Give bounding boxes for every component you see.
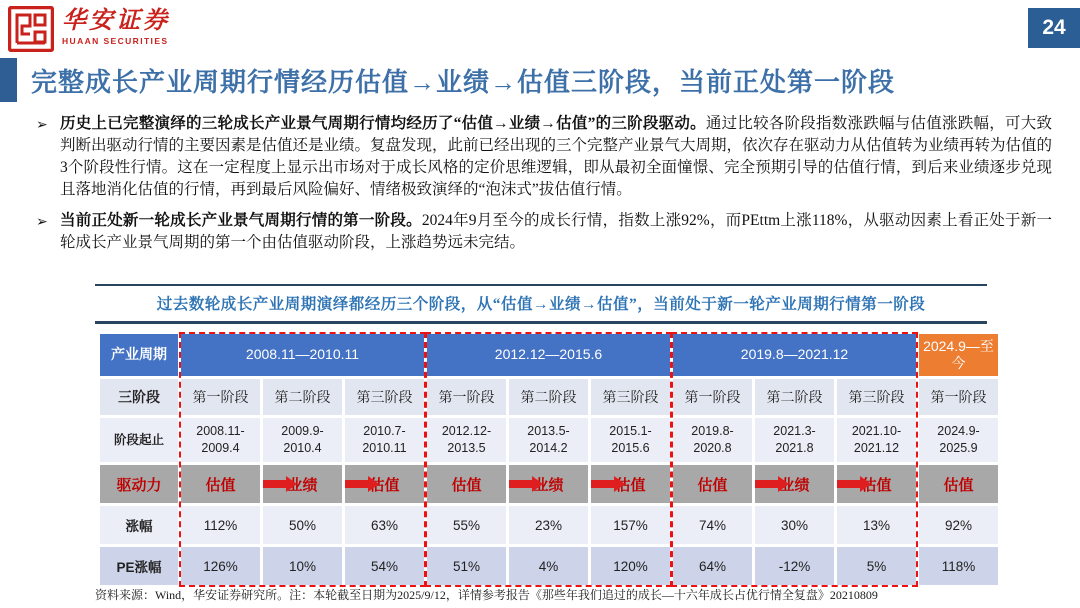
title-accent-bar [0, 58, 17, 102]
driver-cell-2-3: 估值 [591, 465, 670, 503]
stage-cell-4-1: 第一阶段 [919, 379, 998, 415]
row-label-period: 产业周期 [100, 334, 178, 376]
pe-cell-2-1: 51% [427, 547, 506, 585]
range-cell-2-3: 2015.1- 2015.6 [591, 418, 670, 462]
pe-cell-1-1: 126% [181, 547, 260, 585]
driver-cell-2-2: 业绩 [509, 465, 588, 503]
rise-cell-4-1: 92% [919, 506, 998, 544]
range-cell-3-1: 2019.8- 2020.8 [673, 418, 752, 462]
driver-cell-3-2: 业绩 [755, 465, 834, 503]
row-label-range: 阶段起止 [100, 418, 178, 462]
page-number-badge: 24 [1028, 8, 1080, 48]
source-note: 资料来源：Wind，华安证券研究所。注：本轮截至日期为2025/9/12，详情参考报告《那些年我们追过的成长—十六年成长占优行情全复盘》20210809 [95, 588, 878, 602]
red-arrow-icon [509, 480, 533, 488]
pe-cell-4-1: 118% [919, 547, 998, 585]
rise-cell-1-1: 112% [181, 506, 260, 544]
period-header-4: 2024.9—至今 [919, 334, 998, 376]
cycles-table-wrap [100, 334, 998, 585]
stage-cell-1-1: 第一阶段 [181, 379, 260, 415]
period-header-1: 2008.11—2010.11 [181, 334, 424, 376]
bullet-2-rest: 2024年9月至今的成长行情，指数上涨92%，而PEttm上涨118%，从驱动因素上看正处于新一轮成长产业景气周期的第一个由估值驱动阶段，上涨趋势远未完结。 [60, 212, 1052, 251]
stage-cell-3-3: 第三阶段 [837, 379, 916, 415]
red-arrow-icon [591, 480, 615, 488]
rise-cell-3-3: 13% [837, 506, 916, 544]
rise-cell-2-2: 23% [509, 506, 588, 544]
bullet-1-lead: 历史上已完整演绎的三轮成长产业景气周期行情均经历了“估值→业绩→估值”的三阶段驱动。 [60, 115, 706, 132]
bullet-1-rest: 通过比较各阶段指数涨跌幅与估值涨跌幅，可大致判断出驱动行情的主要因素是估值还是业绩。复盘发现，此前已经出现的三个完整产业景气大周期，依次存在驱动力从估值转为业绩再转为估值的3个阶段性行情。这在一定程度上显示出市场对于成长风格的定价思维逻辑，即从最初全面憧憬、完全预期引导的估值行情，到后来业绩逐步兑现且落地消化估值的行情，再到最后风险偏好、情绪极致演绎的“泡沫式”拔估值行情。 [60, 115, 1053, 198]
arrow-bullet-icon: ➢ [36, 214, 48, 230]
red-arrow-icon [263, 480, 287, 488]
stage-cell-1-2: 第二阶段 [263, 379, 342, 415]
range-cell-4-1: 2024.9- 2025.9 [919, 418, 998, 462]
rise-cell-2-1: 55% [427, 506, 506, 544]
driver-cell-3-3: 估值 [837, 465, 916, 503]
bullet-item-2 [36, 210, 1052, 254]
row-label-stage: 三阶段 [100, 379, 178, 415]
rise-cell-3-1: 74% [673, 506, 752, 544]
pe-cell-3-1: 64% [673, 547, 752, 585]
pe-cell-1-2: 10% [263, 547, 342, 585]
brand-name-cn: 华安证券 [62, 8, 170, 34]
arrow-bullet-icon: ➢ [36, 117, 48, 133]
red-arrow-icon [755, 480, 779, 488]
stage-cell-2-3: 第三阶段 [591, 379, 670, 415]
stage-cell-2-2: 第二阶段 [509, 379, 588, 415]
row-label-driver: 驱动力 [100, 465, 178, 503]
period-header-2: 2012.12—2015.6 [427, 334, 670, 376]
pe-cell-1-3: 54% [345, 547, 424, 585]
pe-cell-3-3: 5% [837, 547, 916, 585]
red-arrow-icon [345, 480, 369, 488]
cycles-table [100, 334, 998, 585]
driver-cell-1-3: 估值 [345, 465, 424, 503]
range-cell-2-2: 2013.5- 2014.2 [509, 418, 588, 462]
bullet-list [36, 113, 1052, 254]
row-label-pe: PE涨幅 [100, 547, 178, 585]
range-cell-3-2: 2021.3- 2021.8 [755, 418, 834, 462]
huaan-logo-icon [8, 6, 54, 57]
rise-cell-2-3: 157% [591, 506, 670, 544]
pe-cell-3-2: -12% [755, 547, 834, 585]
rise-cell-3-2: 30% [755, 506, 834, 544]
driver-cell-2-1: 估值 [427, 465, 506, 503]
range-cell-1-2: 2009.9- 2010.4 [263, 418, 342, 462]
rise-cell-1-2: 50% [263, 506, 342, 544]
rise-cell-1-3: 63% [345, 506, 424, 544]
range-cell-1-1: 2008.11- 2009.4 [181, 418, 260, 462]
range-cell-2-1: 2012.12- 2013.5 [427, 418, 506, 462]
driver-cell-3-1: 估值 [673, 465, 752, 503]
stage-cell-2-1: 第一阶段 [427, 379, 506, 415]
figure-block [95, 284, 987, 324]
driver-cell-4-1: 估值 [919, 465, 998, 503]
pe-cell-2-2: 4% [509, 547, 588, 585]
driver-cell-1-1: 估值 [181, 465, 260, 503]
stage-cell-3-2: 第二阶段 [755, 379, 834, 415]
brand-logo [8, 6, 170, 57]
bullet-item-1 [36, 113, 1052, 201]
driver-cell-1-2: 业绩 [263, 465, 342, 503]
brand-name-en: HUAAN SECURITIES [62, 36, 169, 47]
stage-cell-3-1: 第一阶段 [673, 379, 752, 415]
caption-rule-bottom [95, 321, 987, 324]
page-title: 完整成长产业周期行情经历估值→业绩→估值三阶段，当前正处第一阶段 [31, 67, 896, 97]
pe-cell-2-3: 120% [591, 547, 670, 585]
red-arrow-icon [837, 480, 861, 488]
row-label-rise: 涨幅 [100, 506, 178, 544]
period-header-3: 2019.8—2021.12 [673, 334, 916, 376]
bullet-2-lead: 当前正处新一轮成长产业景气周期行情的第一阶段。 [60, 212, 422, 229]
stage-cell-1-3: 第三阶段 [345, 379, 424, 415]
figure-caption: 过去数轮成长产业周期演绎都经历三个阶段，从“估值→业绩→估值”，当前处于新一轮产业周期行情第一阶段 [156, 296, 926, 313]
title-row [0, 58, 1080, 102]
range-cell-3-3: 2021.10- 2021.12 [837, 418, 916, 462]
range-cell-1-3: 2010.7- 2010.11 [345, 418, 424, 462]
